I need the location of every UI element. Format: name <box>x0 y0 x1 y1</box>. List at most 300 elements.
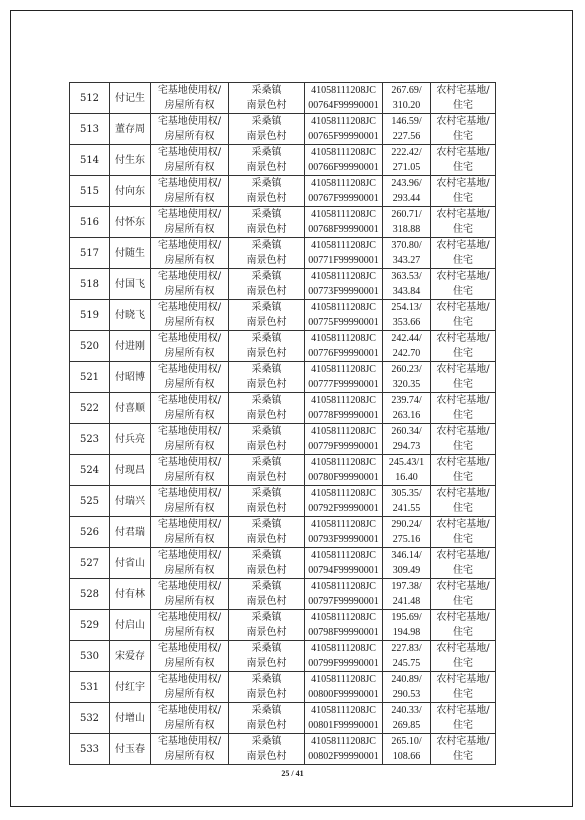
unit-code-line: 41058111208JC <box>311 271 376 282</box>
right-type-line: 房屋所有权 <box>164 441 215 452</box>
area-cell <box>383 300 431 331</box>
land-use-line: 农村宅基地/ <box>436 240 490 251</box>
row-number-cell: 515 <box>70 176 110 207</box>
row-number-cell: 518 <box>70 269 110 300</box>
location-line: 采桑镇 <box>251 736 282 747</box>
area-cell <box>383 331 431 362</box>
area-line: 320.35 <box>392 379 421 390</box>
owner-name-cell: 付增山 <box>110 703 151 734</box>
location-cell <box>229 703 305 734</box>
unit-code-line: 00777F99990001 <box>308 379 379 390</box>
right-type-line: 宅基地使用权/ <box>157 364 222 375</box>
unit-code-cell <box>305 393 383 424</box>
land-use-line: 农村宅基地/ <box>436 271 490 282</box>
location-line: 采桑镇 <box>251 519 282 530</box>
location-cell <box>229 579 305 610</box>
location-line: 采桑镇 <box>251 426 282 437</box>
unit-code-line: 41058111208JC <box>311 736 376 747</box>
right-type-cell <box>151 393 229 424</box>
unit-code-line: 00800F99990001 <box>308 689 379 700</box>
land-use-line: 农村宅基地/ <box>436 488 490 499</box>
area-line: 146.59/ <box>391 116 422 127</box>
location-line: 采桑镇 <box>251 85 282 96</box>
land-use-line: 农村宅基地/ <box>436 333 490 344</box>
land-use-cell <box>431 207 496 238</box>
right-type-line: 宅基地使用权/ <box>157 209 222 220</box>
location-cell <box>229 238 305 269</box>
right-type-line: 宅基地使用权/ <box>157 426 222 437</box>
owner-name-cell: 付现昌 <box>110 455 151 486</box>
location-cell <box>229 610 305 641</box>
location-line: 南景色村 <box>246 441 287 452</box>
location-cell <box>229 331 305 362</box>
table-row <box>70 176 496 207</box>
land-use-cell <box>431 641 496 672</box>
unit-code-line: 00771F99990001 <box>308 255 379 266</box>
land-use-cell <box>431 145 496 176</box>
area-line: 294.73 <box>392 441 421 452</box>
right-type-line: 房屋所有权 <box>164 751 215 762</box>
land-use-line: 农村宅基地/ <box>436 178 490 189</box>
owner-name-cell: 付昭博 <box>110 362 151 393</box>
right-type-line: 房屋所有权 <box>164 720 215 731</box>
land-use-cell <box>431 548 496 579</box>
area-cell <box>383 393 431 424</box>
unit-code-line: 41058111208JC <box>311 85 376 96</box>
unit-code-cell <box>305 83 383 114</box>
location-line: 采桑镇 <box>251 488 282 499</box>
land-use-line: 农村宅基地/ <box>436 395 490 406</box>
right-type-cell <box>151 300 229 331</box>
table-row <box>70 548 496 579</box>
area-line: 243.96/ <box>391 178 422 189</box>
unit-code-line: 00801F99990001 <box>308 720 379 731</box>
unit-code-cell <box>305 331 383 362</box>
land-use-line: 住宅 <box>453 100 473 111</box>
right-type-line: 宅基地使用权/ <box>157 488 222 499</box>
table-row <box>70 114 496 145</box>
area-line: 241.55 <box>392 503 421 514</box>
table-row <box>70 486 496 517</box>
unit-code-line: 41058111208JC <box>311 643 376 654</box>
location-cell <box>229 641 305 672</box>
table-row <box>70 703 496 734</box>
land-use-cell <box>431 672 496 703</box>
area-line: 227.83/ <box>391 643 422 654</box>
right-type-line: 房屋所有权 <box>164 627 215 638</box>
land-use-cell <box>431 331 496 362</box>
unit-code-line: 00792F99990001 <box>308 503 379 514</box>
area-line: 370.80/ <box>391 240 422 251</box>
right-type-cell <box>151 455 229 486</box>
unit-code-line: 41058111208JC <box>311 426 376 437</box>
area-cell <box>383 610 431 641</box>
land-use-line: 农村宅基地/ <box>436 519 490 530</box>
area-line: 293.44 <box>392 193 421 204</box>
unit-code-line: 00768F99990001 <box>308 224 379 235</box>
area-line: 239.74/ <box>391 395 422 406</box>
table-row <box>70 238 496 269</box>
right-type-cell <box>151 672 229 703</box>
land-use-cell <box>431 83 496 114</box>
unit-code-cell <box>305 486 383 517</box>
location-line: 南景色村 <box>246 534 287 545</box>
right-type-cell <box>151 486 229 517</box>
right-type-line: 宅基地使用权/ <box>157 457 222 468</box>
area-line: 197.38/ <box>391 581 422 592</box>
unit-code-line: 41058111208JC <box>311 705 376 716</box>
right-type-line: 房屋所有权 <box>164 410 215 421</box>
location-line: 采桑镇 <box>251 643 282 654</box>
location-cell <box>229 548 305 579</box>
unit-code-line: 41058111208JC <box>311 550 376 561</box>
right-type-line: 房屋所有权 <box>164 503 215 514</box>
area-line: 275.16 <box>392 534 421 545</box>
land-use-line: 农村宅基地/ <box>436 426 490 437</box>
unit-code-cell <box>305 238 383 269</box>
location-cell <box>229 114 305 145</box>
row-number-cell: 526 <box>70 517 110 548</box>
area-cell <box>383 269 431 300</box>
land-use-line: 住宅 <box>453 410 473 421</box>
area-line: 343.27 <box>392 255 421 266</box>
table-row <box>70 579 496 610</box>
location-line: 南景色村 <box>246 193 287 204</box>
owner-name-cell: 宋爱存 <box>110 641 151 672</box>
area-line: 254.13/ <box>391 302 422 313</box>
area-line: 260.34/ <box>391 426 422 437</box>
land-use-line: 农村宅基地/ <box>436 302 490 313</box>
right-type-line: 宅基地使用权/ <box>157 705 222 716</box>
area-cell <box>383 362 431 393</box>
unit-code-cell <box>305 455 383 486</box>
land-use-line: 住宅 <box>453 379 473 390</box>
owner-name-cell: 董存周 <box>110 114 151 145</box>
location-line: 采桑镇 <box>251 240 282 251</box>
table-row <box>70 83 496 114</box>
unit-code-line: 00775F99990001 <box>308 317 379 328</box>
unit-code-line: 00802F99990001 <box>308 751 379 762</box>
unit-code-cell <box>305 300 383 331</box>
area-cell <box>383 517 431 548</box>
area-line: 318.88 <box>392 224 421 235</box>
land-use-line: 住宅 <box>453 131 473 142</box>
unit-code-line: 41058111208JC <box>311 395 376 406</box>
row-number-cell: 530 <box>70 641 110 672</box>
land-use-line: 住宅 <box>453 317 473 328</box>
records-table <box>69 82 496 765</box>
location-line: 采桑镇 <box>251 395 282 406</box>
area-line: 290.24/ <box>391 519 422 530</box>
land-use-line: 农村宅基地/ <box>436 550 490 561</box>
area-line: 240.33/ <box>391 705 422 716</box>
location-line: 南景色村 <box>246 596 287 607</box>
table-row <box>70 362 496 393</box>
unit-code-line: 41058111208JC <box>311 178 376 189</box>
table-row <box>70 672 496 703</box>
unit-code-cell <box>305 145 383 176</box>
location-cell <box>229 517 305 548</box>
owner-name-cell: 付君瑞 <box>110 517 151 548</box>
row-number-cell: 525 <box>70 486 110 517</box>
unit-code-line: 00780F99990001 <box>308 472 379 483</box>
table-row <box>70 641 496 672</box>
location-line: 采桑镇 <box>251 550 282 561</box>
table-row <box>70 517 496 548</box>
location-cell <box>229 145 305 176</box>
right-type-line: 房屋所有权 <box>164 131 215 142</box>
location-line: 南景色村 <box>246 162 287 173</box>
unit-code-line: 41058111208JC <box>311 240 376 251</box>
unit-code-cell <box>305 610 383 641</box>
land-use-line: 住宅 <box>453 348 473 359</box>
unit-code-line: 00765F99990001 <box>308 131 379 142</box>
row-number-cell: 516 <box>70 207 110 238</box>
land-use-line: 农村宅基地/ <box>436 612 490 623</box>
location-line: 采桑镇 <box>251 674 282 685</box>
right-type-cell <box>151 641 229 672</box>
land-use-line: 住宅 <box>453 441 473 452</box>
area-cell <box>383 176 431 207</box>
area-line: 222.42/ <box>391 147 422 158</box>
land-use-line: 农村宅基地/ <box>436 643 490 654</box>
land-use-line: 住宅 <box>453 162 473 173</box>
unit-code-line: 41058111208JC <box>311 519 376 530</box>
location-line: 南景色村 <box>246 348 287 359</box>
location-line: 南景色村 <box>246 131 287 142</box>
area-line: 305.35/ <box>391 488 422 499</box>
right-type-cell <box>151 548 229 579</box>
right-type-line: 房屋所有权 <box>164 317 215 328</box>
right-type-line: 房屋所有权 <box>164 348 215 359</box>
location-cell <box>229 269 305 300</box>
location-line: 南景色村 <box>246 472 287 483</box>
land-use-line: 住宅 <box>453 472 473 483</box>
page-number: 25 / 41 <box>281 769 304 778</box>
owner-name-cell: 付晓飞 <box>110 300 151 331</box>
land-use-cell <box>431 610 496 641</box>
unit-code-cell <box>305 114 383 145</box>
land-use-cell <box>431 579 496 610</box>
row-number-cell: 521 <box>70 362 110 393</box>
right-type-line: 宅基地使用权/ <box>157 240 222 251</box>
right-type-line: 房屋所有权 <box>164 224 215 235</box>
right-type-cell <box>151 269 229 300</box>
land-use-cell <box>431 455 496 486</box>
area-cell <box>383 486 431 517</box>
land-use-line: 农村宅基地/ <box>436 705 490 716</box>
unit-code-line: 00767F99990001 <box>308 193 379 204</box>
unit-code-cell <box>305 579 383 610</box>
area-line: 242.44/ <box>391 333 422 344</box>
unit-code-cell <box>305 362 383 393</box>
right-type-line: 宅基地使用权/ <box>157 395 222 406</box>
area-line: 269.85 <box>392 720 421 731</box>
right-type-cell <box>151 610 229 641</box>
unit-code-line: 41058111208JC <box>311 581 376 592</box>
right-type-line: 房屋所有权 <box>164 658 215 669</box>
area-line: 195.69/ <box>391 612 422 623</box>
unit-code-cell <box>305 672 383 703</box>
unit-code-line: 00797F99990001 <box>308 596 379 607</box>
location-cell <box>229 362 305 393</box>
unit-code-cell <box>305 641 383 672</box>
land-use-line: 农村宅基地/ <box>436 581 490 592</box>
right-type-cell <box>151 145 229 176</box>
table-row <box>70 393 496 424</box>
area-line: 353.66 <box>392 317 421 328</box>
row-number-cell: 531 <box>70 672 110 703</box>
row-number-cell: 522 <box>70 393 110 424</box>
right-type-line: 宅基地使用权/ <box>157 333 222 344</box>
right-type-cell <box>151 517 229 548</box>
land-use-cell <box>431 703 496 734</box>
land-use-line: 农村宅基地/ <box>436 147 490 158</box>
area-cell <box>383 238 431 269</box>
right-type-line: 宅基地使用权/ <box>157 271 222 282</box>
location-line: 南景色村 <box>246 410 287 421</box>
location-line: 南景色村 <box>246 565 287 576</box>
area-line: 363.53/ <box>391 271 422 282</box>
right-type-line: 房屋所有权 <box>164 193 215 204</box>
right-type-cell <box>151 362 229 393</box>
unit-code-cell <box>305 734 383 765</box>
location-line: 南景色村 <box>246 100 287 111</box>
right-type-line: 宅基地使用权/ <box>157 674 222 685</box>
land-use-line: 住宅 <box>453 503 473 514</box>
unit-code-cell <box>305 424 383 455</box>
row-number-cell: 528 <box>70 579 110 610</box>
right-type-cell <box>151 114 229 145</box>
unit-code-line: 00798F99990001 <box>308 627 379 638</box>
location-line: 南景色村 <box>246 286 287 297</box>
row-number-cell: 519 <box>70 300 110 331</box>
area-line: 290.53 <box>392 689 421 700</box>
location-cell <box>229 455 305 486</box>
land-use-line: 农村宅基地/ <box>436 116 490 127</box>
right-type-line: 宅基地使用权/ <box>157 581 222 592</box>
location-cell <box>229 424 305 455</box>
right-type-line: 宅基地使用权/ <box>157 643 222 654</box>
right-type-cell <box>151 238 229 269</box>
land-use-line: 农村宅基地/ <box>436 736 490 747</box>
land-use-cell <box>431 424 496 455</box>
land-use-line: 住宅 <box>453 689 473 700</box>
location-line: 采桑镇 <box>251 612 282 623</box>
unit-code-line: 41058111208JC <box>311 209 376 220</box>
land-use-line: 住宅 <box>453 193 473 204</box>
area-cell <box>383 207 431 238</box>
location-cell <box>229 393 305 424</box>
land-use-cell <box>431 517 496 548</box>
owner-name-cell: 付有林 <box>110 579 151 610</box>
area-cell <box>383 424 431 455</box>
area-cell <box>383 83 431 114</box>
right-type-line: 房屋所有权 <box>164 255 215 266</box>
unit-code-cell <box>305 176 383 207</box>
location-line: 南景色村 <box>246 503 287 514</box>
location-line: 采桑镇 <box>251 581 282 592</box>
unit-code-line: 00766F99990001 <box>308 162 379 173</box>
area-cell <box>383 114 431 145</box>
row-number-cell: 529 <box>70 610 110 641</box>
unit-code-line: 41058111208JC <box>311 147 376 158</box>
land-use-line: 农村宅基地/ <box>436 209 490 220</box>
owner-name-cell: 付兵亮 <box>110 424 151 455</box>
table-row <box>70 300 496 331</box>
unit-code-line: 00773F99990001 <box>308 286 379 297</box>
right-type-line: 宅基地使用权/ <box>157 302 222 313</box>
row-number-cell: 524 <box>70 455 110 486</box>
unit-code-line: 00778F99990001 <box>308 410 379 421</box>
area-cell <box>383 455 431 486</box>
location-cell <box>229 176 305 207</box>
location-line: 采桑镇 <box>251 457 282 468</box>
right-type-line: 房屋所有权 <box>164 379 215 390</box>
right-type-cell <box>151 207 229 238</box>
unit-code-line: 41058111208JC <box>311 488 376 499</box>
location-line: 采桑镇 <box>251 302 282 313</box>
unit-code-cell <box>305 548 383 579</box>
right-type-line: 宅基地使用权/ <box>157 736 222 747</box>
location-cell <box>229 486 305 517</box>
right-type-line: 房屋所有权 <box>164 286 215 297</box>
table-row <box>70 734 496 765</box>
right-type-cell <box>151 703 229 734</box>
location-line: 南景色村 <box>246 255 287 266</box>
right-type-line: 宅基地使用权/ <box>157 147 222 158</box>
unit-code-line: 00794F99990001 <box>308 565 379 576</box>
owner-name-cell: 付红宇 <box>110 672 151 703</box>
area-cell <box>383 641 431 672</box>
location-line: 采桑镇 <box>251 271 282 282</box>
unit-code-cell <box>305 269 383 300</box>
land-use-cell <box>431 269 496 300</box>
area-line: 194.98 <box>392 627 421 638</box>
land-use-cell <box>431 734 496 765</box>
unit-code-line: 41058111208JC <box>311 457 376 468</box>
area-line: 310.20 <box>392 100 421 111</box>
unit-code-line: 41058111208JC <box>311 364 376 375</box>
location-line: 南景色村 <box>246 689 287 700</box>
owner-name-cell: 付向东 <box>110 176 151 207</box>
right-type-line: 房屋所有权 <box>164 596 215 607</box>
right-type-line: 房屋所有权 <box>164 534 215 545</box>
owner-name-cell: 付省山 <box>110 548 151 579</box>
unit-code-line: 00764F99990001 <box>308 100 379 111</box>
land-use-line: 住宅 <box>453 751 473 762</box>
unit-code-line: 00776F99990001 <box>308 348 379 359</box>
unit-code-cell <box>305 207 383 238</box>
unit-code-line: 41058111208JC <box>311 674 376 685</box>
location-line: 采桑镇 <box>251 147 282 158</box>
area-line: 265.10/ <box>391 736 422 747</box>
unit-code-cell <box>305 517 383 548</box>
unit-code-line: 41058111208JC <box>311 333 376 344</box>
area-cell <box>383 145 431 176</box>
owner-name-cell: 付进刚 <box>110 331 151 362</box>
right-type-line: 宅基地使用权/ <box>157 85 222 96</box>
land-use-line: 住宅 <box>453 720 473 731</box>
land-use-line: 农村宅基地/ <box>436 85 490 96</box>
table-row <box>70 424 496 455</box>
land-use-cell <box>431 486 496 517</box>
location-line: 南景色村 <box>246 379 287 390</box>
table-row <box>70 145 496 176</box>
area-line: 242.70 <box>392 348 421 359</box>
row-number-cell: 523 <box>70 424 110 455</box>
area-line: 343.84 <box>392 286 421 297</box>
